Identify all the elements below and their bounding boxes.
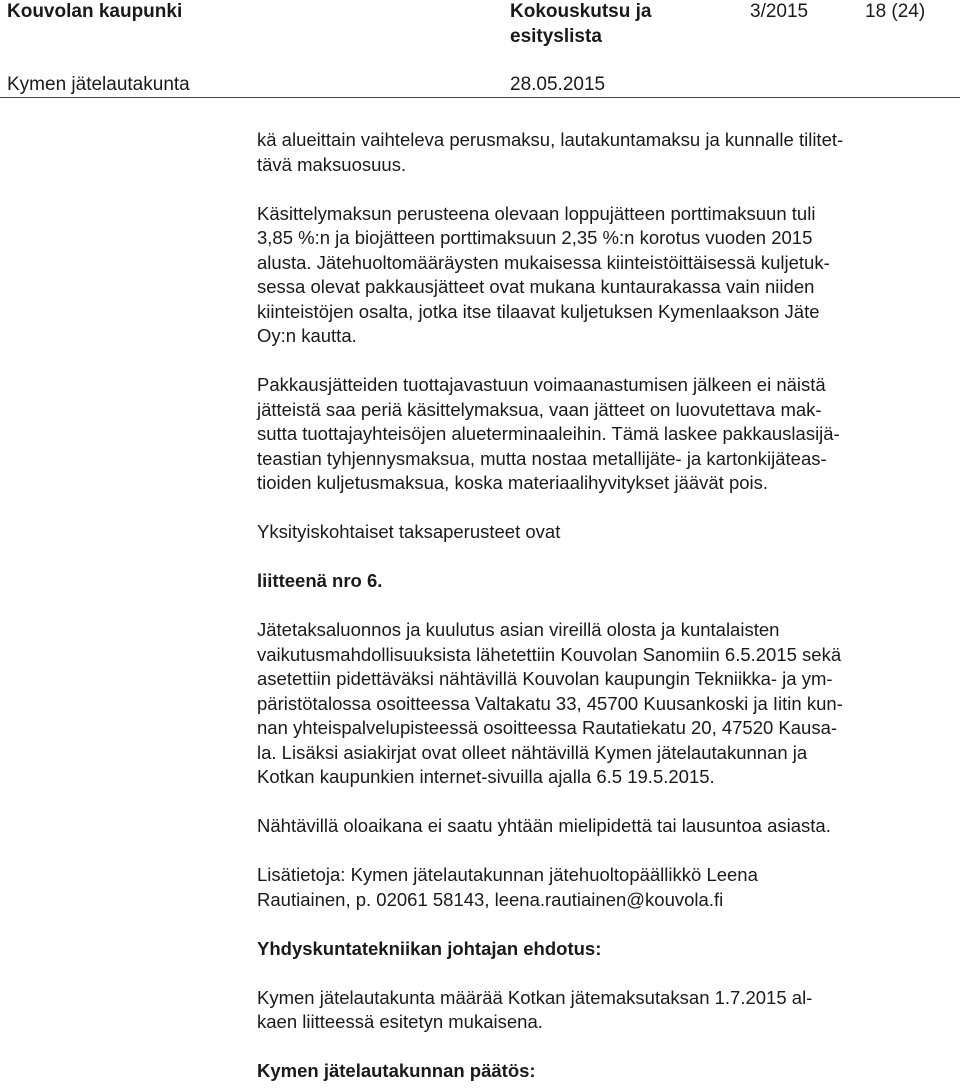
paragraph-no-opinions: Nähtävillä oloaikana ei saatu yhtään mielipidettä tai lausuntoa asiasta. bbox=[257, 815, 831, 836]
paragraph-public-notice: Jätetaksaluonnos ja kuulutus asian vireillä olosta ja kuntalaisten vaikutusmahdollisuuksista lähetettiin Kouvolan Sanomiin 6.5.2015 sekä asetettiin pidettäväksi nähtävillä Kouvolan kaupungin Tekniikka- ja ym- päristötalossa osoitteessa Valtakatu 33, 45700 Kuusankoski ja Iitin kun- nan yhteispalvelupisteessä osoitteessa Rautatiekatu 20, 47520 Kausa- la. Lisäksi asiakirjat ovat olleet nähtävillä Kymen jätelautakunnan ja Kotkan kaupunkien internet-sivuilla ajalla 6.5 19.5.2015. bbox=[257, 619, 843, 787]
heading-director-proposal: Yhdyskuntatekniikan johtajan ehdotus: bbox=[257, 937, 602, 959]
heading-committee-decision: Kymen jätelautakunnan päätös: bbox=[257, 1060, 536, 1081]
meeting-date: 28.05.2015 bbox=[510, 74, 606, 95]
paragraph-proposal: Kymen jätelautakunta määrää Kotkan jätemaksutaksan 1.7.2015 al- kaen liitteessä esitetyn mukaisena. bbox=[257, 986, 813, 1032]
page-header bbox=[0, 0, 960, 98]
paragraph-fee-components: kä alueittain vaihteleva perusmaksu, lautakuntamaksu ja kunnalle tilitet- tävä maksuosuus. bbox=[257, 129, 844, 175]
attachment-reference: liitteenä nro 6. bbox=[257, 570, 383, 591]
paragraph-contact-info: Lisätietoja: Kymen jätelautakunnan jätehuoltopäällikkö Leena Rautiainen, p. 02061 58143, leena.rautiainen@kouvola.fi bbox=[257, 864, 758, 910]
document-type-line2: esityslista bbox=[510, 26, 602, 47]
document-body bbox=[257, 128, 937, 1084]
paragraph-fee-increase: Käsittelymaksun perusteena olevaan loppujätteen porttimaksuun tuli 3,85 %:n ja biojätteen porttimaksuun 2,35 %:n korotus vuoden 2015 alusta. Jätehuoltomääräysten mukaisessa kiinteistöittäisessä kuljetuk- sessa olevat pakkausjätteet ovat mukana kuntaurakassa vain niiden kiinteistöjen osalta, jotka itse tilaavat kuljetuksen Kymenlaakson Jäte Oy:n kautta. bbox=[257, 202, 830, 346]
paragraph-detailed-tariffs: Yksityiskohtaiset taksaperusteet ovat bbox=[257, 521, 561, 542]
header-divider bbox=[0, 97, 960, 98]
page-number: 18 (24) bbox=[865, 1, 926, 22]
organization-name: Kouvolan kaupunki bbox=[7, 1, 183, 22]
document-type-line1: Kokouskutsu ja bbox=[510, 1, 652, 22]
paragraph-producer-responsibility: Pakkausjätteiden tuottajavastuun voimaanastumisen jälkeen ei näistä jätteistä saa periä käsittelymaksua, vaan jätteet on luovutettava mak- sutta tuottajayhteisöjen alueterminaaleihin. Tämä laskee pakkauslasijä- teastian tyhjennysmaksua, mutta nostaa metallijäte- ja kartonkijäteas- tioiden kuljetusmaksua, koska materiaalihyvitykset jäävät pois. bbox=[257, 374, 840, 493]
committee-name: Kymen jätelautakunta bbox=[7, 74, 190, 95]
meeting-number: 3/2015 bbox=[750, 1, 809, 22]
